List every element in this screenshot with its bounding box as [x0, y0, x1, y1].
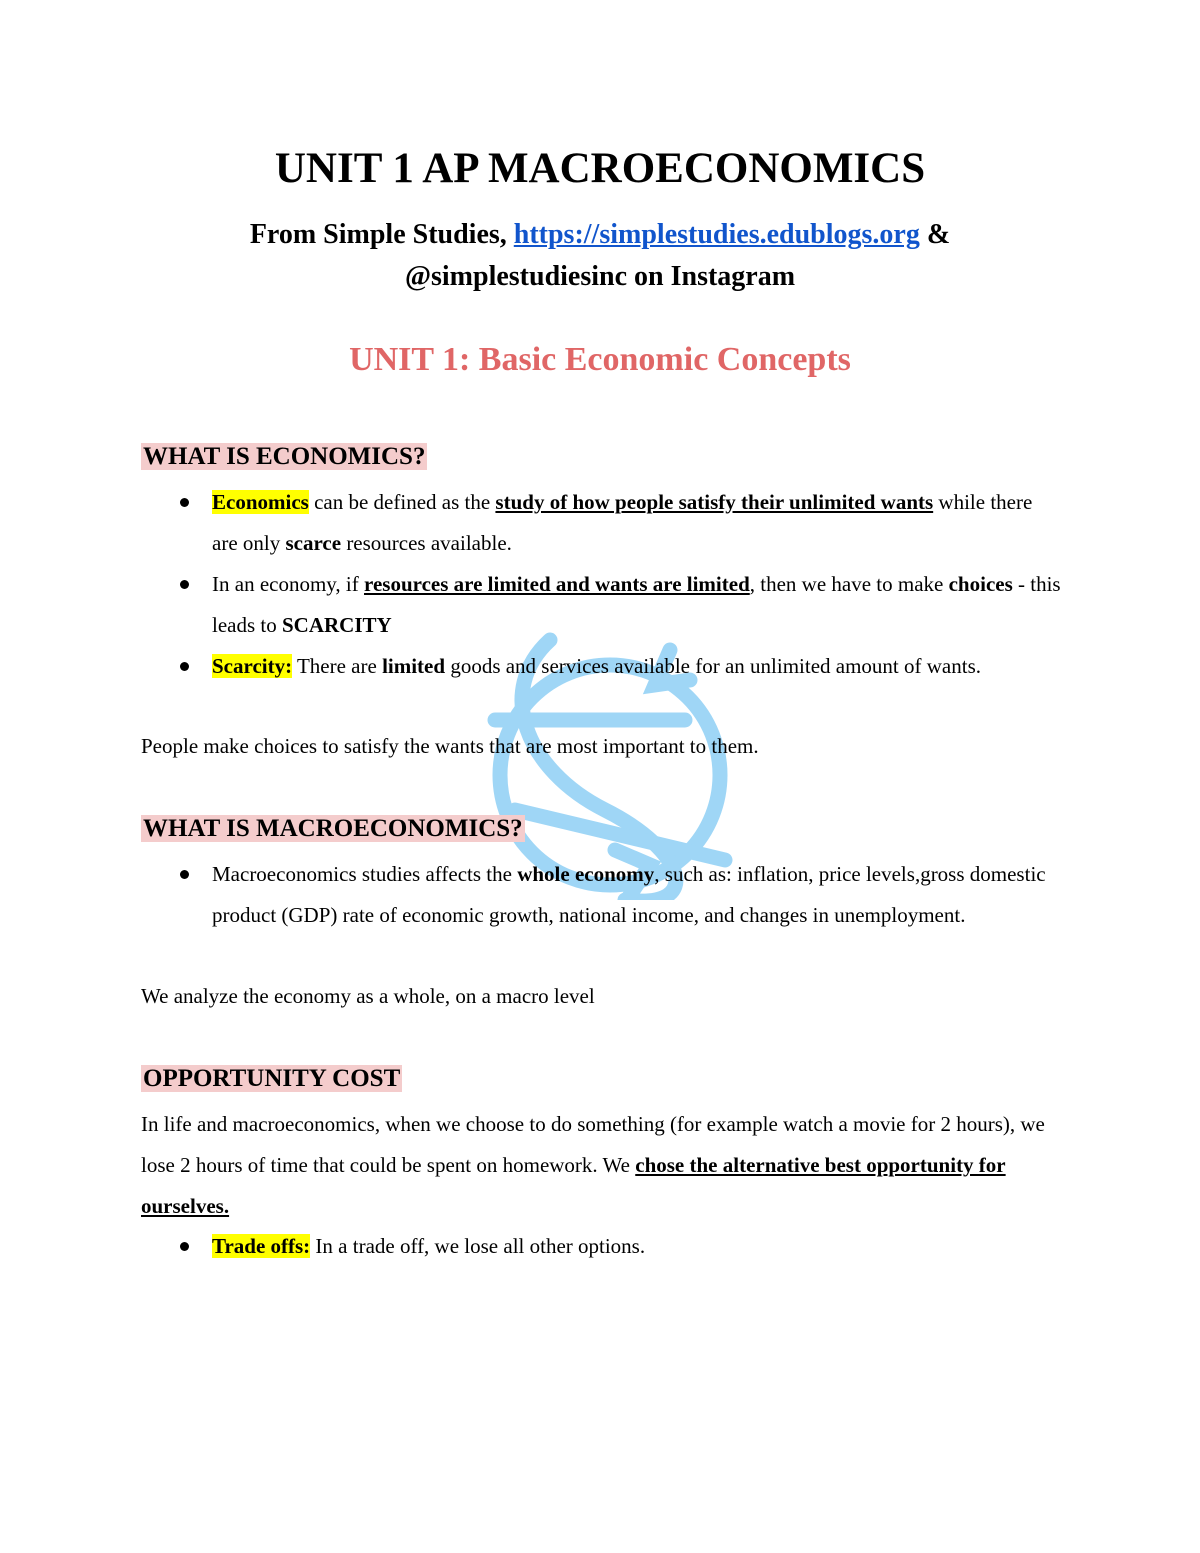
list-item: Trade offs: In a trade off, we lose all other options. [212, 1226, 1062, 1267]
heading-what-is-macroeconomics: WHAT IS MACROECONOMICS? [143, 815, 523, 842]
economics-bullet-list [212, 482, 1062, 687]
simplestudies-link[interactable]: https://simplestudies.edublogs.org [513, 219, 920, 250]
document-title: UNIT 1 AP MACROECONOMICS [274, 145, 926, 192]
byline-instagram: @simplestudiesinc on Instagram [404, 261, 796, 292]
list-item: Scarcity: There are limited goods and services available for an unlimited amount of wants. [212, 646, 1062, 687]
byline-suffix: & [919, 219, 951, 250]
macro-bullet-list [212, 854, 1062, 936]
list-item: Economics can be defined as the study of how people satisfy their unlimited wants while there are only scarce resources available. [212, 482, 1062, 564]
opportunity-bullet-list [212, 1226, 1062, 1267]
opportunity-cost-paragraph: In life and macroeconomics, when we choose to do something (for example watch a movie for 2 hours), we lose 2 hours of time that could be spent on homework. We chose the alternative best opportunity for ourselves. [141, 1112, 1045, 1218]
list-item: In an economy, if resources are limited and wants are limited, then we have to make choices - this leads to SCARCITY [212, 564, 1062, 646]
heading-what-is-economics: WHAT IS ECONOMICS? [143, 443, 426, 470]
byline-prefix: From Simple Studies, [249, 219, 514, 250]
unit-title: UNIT 1: Basic Economic Concepts [349, 341, 851, 378]
economics-summary: People make choices to satisfy the wants that are most important to them. [141, 734, 759, 758]
macro-summary: We analyze the economy as a whole, on a macro level [141, 984, 595, 1008]
byline [0, 214, 1200, 298]
heading-opportunity-cost: OPPORTUNITY COST [143, 1065, 401, 1092]
list-item: Macroeconomics studies affects the whole economy, such as: inflation, price levels,gross domestic product (GDP) rate of economic growth, national income, and changes in unemployment. [212, 854, 1062, 936]
